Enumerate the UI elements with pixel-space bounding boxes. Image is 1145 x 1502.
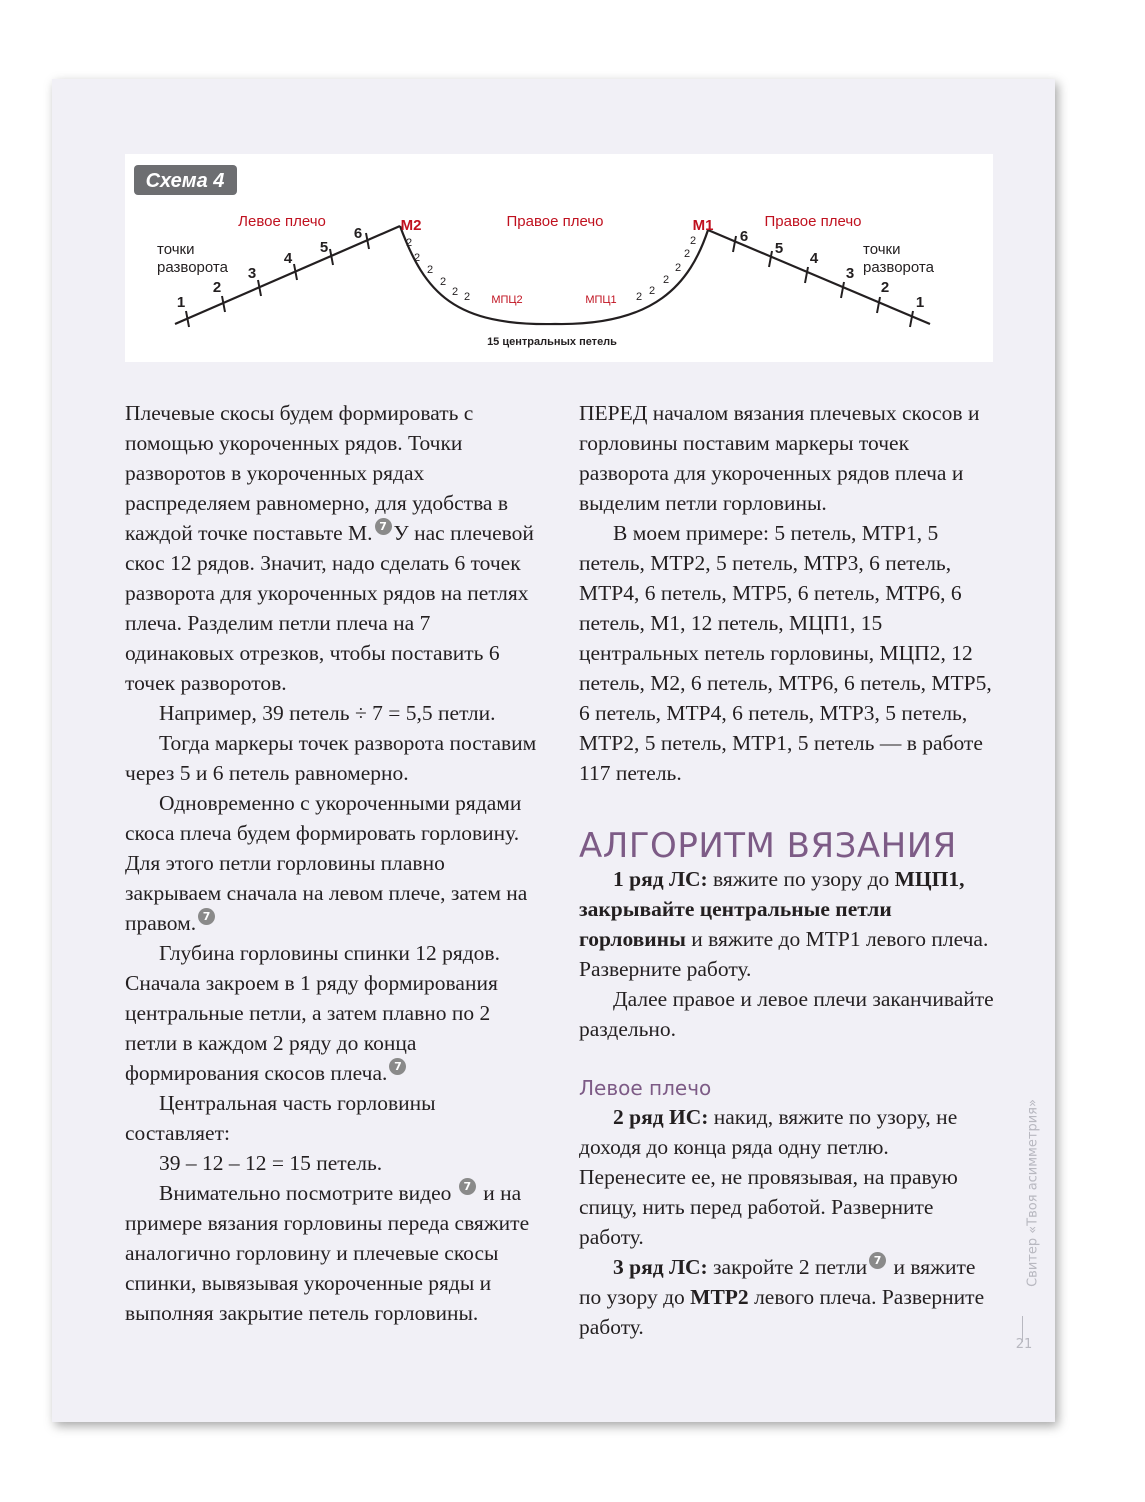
neckline-curve: [400, 226, 708, 324]
right-turn-points-line1: точки: [863, 241, 901, 258]
center-stitches-label: 15 центральных петель: [487, 336, 617, 348]
mpc1-label: МПЦ1: [585, 294, 617, 306]
left-number: 5: [319, 239, 329, 256]
right-shoulder-center-label: Правое плечо: [506, 213, 604, 230]
left-number: 3: [247, 265, 257, 282]
svg-text:2: 2: [426, 264, 434, 276]
video-marker-icon[interactable]: 7: [389, 1058, 406, 1075]
m2-label: М2: [400, 217, 422, 234]
paragraph: Например, 39 петель ÷ 7 = 5,5 петли.: [159, 701, 496, 725]
right-shoulder-label: Правое плечо: [764, 213, 862, 230]
video-marker-icon[interactable]: 7: [869, 1252, 886, 1269]
right-number: 5: [774, 240, 784, 257]
page-number: 21: [1015, 1337, 1033, 1352]
row-1-instruction: 1 ряд ЛС: вяжите по узору до МЦП1, закрывайте центральные петли горловины и вяжите до МТР1 левого плеча. Разверните работу.: [579, 867, 989, 981]
svg-text:2: 2: [635, 291, 643, 303]
video-marker-icon[interactable]: 7: [375, 518, 392, 535]
left-number: 1: [176, 294, 186, 311]
mpc2-label: МПЦ2: [491, 294, 523, 306]
left-number: 6: [353, 225, 363, 242]
paragraph: Одновременно с укороченными рядами скоса плеча будем формировать горловину. Для этого петли горловины плавно закрываем сначала на левом плече, затем на правом. 7: [125, 791, 528, 935]
paragraph: В моем примере: 5 петель, МТР1, 5 петель, МТР2, 5 петель, МТР3, 6 петель, МТР4, 6 петель, МТР5, 6 петель, МТР6, 6 петель, М1, 12 петель, МЦП1, 15 центральных петель горловины, МЦП2, 12 петель, М2, 6 петель, МТР6, 6 петель, МТР5, 6 петель, МТР4, 6 петель, МТР3, 5 петель, МТР2, 5 петель, МТР1, 5 петель — в работе 117 петель.: [579, 521, 992, 785]
paragraph: Центральная часть горловины составляет:: [125, 1091, 436, 1145]
left-turn-points-line1: точки: [157, 241, 195, 258]
video-marker-icon[interactable]: 7: [198, 908, 215, 925]
paragraph: Тогда маркеры точек разворота поставим через 5 и 6 петель равномерно.: [125, 731, 537, 785]
row-2-instruction: 2 ряд ИС: накид, вяжите по узору, не доходя до конца ряда одну петлю. Перенесите ее, не провязывая, на правую спицу, нить перед работой. Разверните работу.: [579, 1105, 958, 1249]
right-number: 6: [739, 228, 749, 245]
right-column: [579, 398, 999, 1342]
paragraph: ПЕРЕД началом вязания плечевых скосов и горловины поставим маркеры точек разворота для укороченных рядов плеча и выделим петли горловины.: [579, 401, 980, 515]
paragraph: Плечевые скосы будем формировать с помощью укороченных рядов. Точки разворотов в укороченных рядах распределяем равномерно, для удобства в каждой точке поставьте М. 7 У нас плечевой скос 12 рядов. Значит, надо сделать 6 точек разворота для укороченных рядов на петлях плеча. Разделим петли плеча на 7 одинаковых отрезков, чтобы поставить 6 точек разворотов.: [125, 401, 534, 695]
left-number: 4: [283, 250, 293, 267]
row-3-instruction: 3 ряд ЛС: закройте 2 петли 7 и вяжите по узору до МТР2 левого плеча. Разверните работу.: [579, 1254, 985, 1339]
m1-label: М1: [692, 217, 714, 234]
scheme-label: Схема 4: [145, 170, 225, 192]
right-number: 2: [880, 279, 890, 296]
svg-text:2: 2: [683, 248, 691, 260]
running-title: Свитер «Твоя асимметрия»: [1025, 1099, 1041, 1287]
right-number: 4: [809, 250, 819, 267]
svg-text:2: 2: [648, 285, 656, 297]
video-marker-icon[interactable]: 7: [459, 1178, 476, 1195]
svg-text:2: 2: [662, 274, 670, 286]
svg-text:2: 2: [674, 262, 682, 274]
right-number: 3: [845, 265, 855, 282]
svg-text:2: 2: [439, 276, 447, 288]
right-number: 1: [915, 294, 925, 311]
svg-text:2: 2: [463, 291, 471, 303]
scheme-4-diagram: [125, 154, 993, 362]
svg-text:2: 2: [413, 252, 421, 264]
section-heading: АЛГОРИТМ ВЯЗАНИЯ: [579, 826, 957, 866]
paragraph: Глубина горловины спинки 12 рядов. Сначала закроем в 1 ряду формирования центральные петли, а затем плавно по 2 петли в каждом 2 ряду до конца формирования скосов плеча. 7: [125, 941, 500, 1085]
svg-text:2: 2: [451, 286, 459, 298]
right-turn-points-line2: разворота: [863, 259, 934, 276]
paragraph: Внимательно посмотрите видео 7 и на примере вязания горловины переда свяжите аналогично горловину и плечевые скосы спинки, вывязывая укороченные ряды и выполняя закрытие петель горловины.: [125, 1180, 530, 1325]
formula: 39 – 12 – 12 = 15 петель.: [159, 1151, 383, 1175]
svg-text:2: 2: [405, 237, 413, 249]
left-shoulder-label: Левое плечо: [238, 213, 326, 230]
subheading: Левое плечо: [579, 1076, 712, 1100]
svg-text:2: 2: [689, 235, 697, 247]
left-number: 2: [212, 279, 222, 296]
left-column: [125, 398, 543, 1328]
paragraph: Далее правое и левое плечи заканчивайте раздельно.: [579, 987, 994, 1041]
curve-steps: [406, 235, 696, 303]
left-turn-points-line2: разворота: [157, 259, 228, 276]
